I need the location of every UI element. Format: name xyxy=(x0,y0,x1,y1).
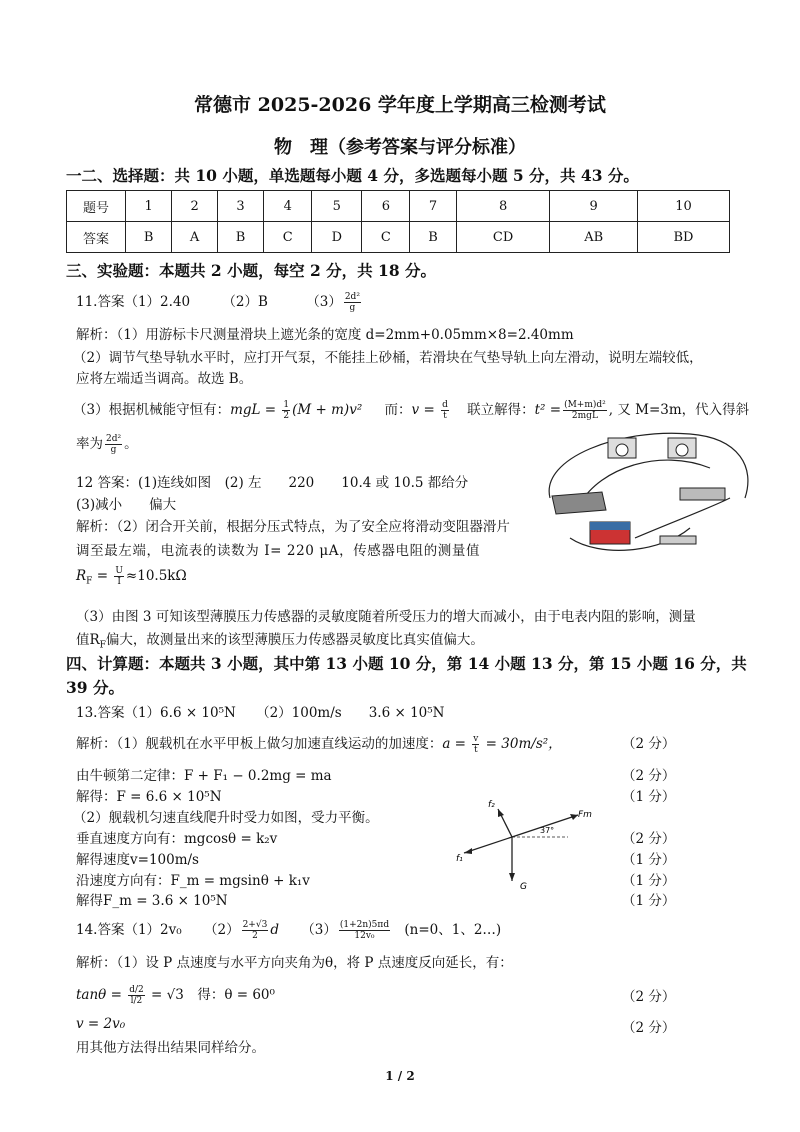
q12-analysis-2b: 调至最左端，电流表的读数为 I= 220 μA，传感器电阻的测量值 xyxy=(76,543,481,559)
fraction-denominator: t xyxy=(443,411,447,421)
table-cell: 8 xyxy=(456,191,550,222)
battery-top-icon xyxy=(590,522,630,530)
q13-score-1: （2 分） xyxy=(622,736,676,752)
arrowhead-icon xyxy=(464,848,472,854)
q13-answer: 13.答案（1）6.6 × 10⁵N （2）100m/s 3.6 × 10⁵N xyxy=(76,705,445,721)
fraction-denominator: g xyxy=(349,303,356,313)
arrowhead-icon xyxy=(509,873,515,881)
q11-rate-label: 率为 xyxy=(76,436,103,452)
fraction-denominator: 12v₀ xyxy=(354,931,375,941)
q12-analysis-3b-rest: 偏大，故测量出来的该型薄膜压力传感器灵敏度比真实值偏大。 xyxy=(105,632,484,648)
q12-analysis-3b-pre: 值R xyxy=(76,632,100,648)
pressure-sensor-icon xyxy=(552,492,606,514)
label-fm: Fm xyxy=(578,810,592,820)
q11-answer-2: （2）B xyxy=(222,294,268,310)
q11-eq1: mgL = xyxy=(230,402,281,418)
meter-dial-icon xyxy=(616,444,628,456)
q14-answer-2-d: d xyxy=(270,922,279,938)
q13-line8: 解得F_m = 3.6 × 10⁵N xyxy=(76,893,228,909)
table-row-label: 题号 xyxy=(67,191,126,222)
fraction-numerator: d xyxy=(442,400,448,410)
q14-answer-3-fraction xyxy=(339,920,390,941)
q13-line1-text: 解析：（1）舰载机在水平甲板上做匀加速直线运动的加速度： xyxy=(76,736,443,752)
q11-answer-3-fraction xyxy=(344,292,361,313)
q11-analysis-3a: （3）根据机械能守恒有： xyxy=(73,402,231,418)
q13-line4: （2）舰载机匀速直线爬升时受力如图，受力平衡。 xyxy=(73,810,379,826)
table-cell: CD xyxy=(456,222,550,253)
label-angle: 37° xyxy=(540,826,555,835)
table-cell: 10 xyxy=(637,191,729,222)
q13-score-6: （1 分） xyxy=(622,852,676,868)
page-number: 1 / 2 xyxy=(385,1069,415,1083)
q12-analysis-2a: 解析：（2）闭合开关前，根据分压式特点，为了安全应将滑动变阻器滑片 xyxy=(76,519,510,535)
q13-a-value: = 30m/s²， xyxy=(481,736,562,752)
q14-tan-fraction xyxy=(128,985,145,1006)
fraction-denominator: t xyxy=(474,745,478,755)
label-f1: f₁ xyxy=(456,854,463,864)
q11-analysis-2a: （2）调节气垫导轨水平时，应打开气泵，不能挂上砂桶，若滑块在气垫导轨上向左滑动，说明左端较低， xyxy=(73,350,703,366)
fraction-numerator: 1 xyxy=(283,400,290,410)
q11-t2: t² = xyxy=(534,402,562,418)
table-row xyxy=(67,222,730,253)
q13-line3: 解得：F = 6.6 × 10⁵N xyxy=(76,789,222,805)
q11-solve: 联立解得： xyxy=(467,402,535,418)
table-cell: 3 xyxy=(217,191,263,222)
q14-tan: tanθ = xyxy=(76,987,127,1003)
table-cell: 1 xyxy=(126,191,172,222)
table-cell: B xyxy=(126,222,172,253)
q13-line6: 解得速度v=100m/s xyxy=(76,852,199,868)
q11-half-fraction xyxy=(282,400,290,421)
q12-eq: = xyxy=(92,568,113,584)
force-diagram xyxy=(450,795,600,895)
table-row-label: 答案 xyxy=(67,222,126,253)
fraction-denominator: I xyxy=(117,577,121,587)
fraction-numerator: 2d² xyxy=(344,292,360,302)
table-cell: C xyxy=(264,222,312,253)
q14-answer-2-label: （2） xyxy=(203,922,240,938)
table-cell: B xyxy=(410,222,456,253)
q12-ui-fraction xyxy=(114,566,124,587)
exam-title: 常德市 2025-2026 学年度上学期高三检测考试 xyxy=(194,94,606,116)
q14-answer xyxy=(76,918,501,941)
q14-answer-3-tail: (n=0、1、2…) xyxy=(404,922,502,938)
arrowhead-icon xyxy=(498,809,504,817)
q14-line3: v = 2v₀ xyxy=(76,1016,126,1032)
label-f2: f₂ xyxy=(488,800,495,810)
fraction-numerator: 2d² xyxy=(106,434,122,444)
q14-answer-3-label: （3） xyxy=(301,922,337,938)
fraction-denominator: l/2 xyxy=(130,996,143,1006)
rheostat-icon xyxy=(680,488,725,500)
q11-analysis-2b: 应将左端适当调高。故选 B。 xyxy=(76,371,253,387)
q13-score-2: （2 分） xyxy=(622,768,676,784)
table-row xyxy=(67,191,730,222)
q13-line2: 由牛顿第二定律：F + F₁ − 0.2mg = ma xyxy=(76,768,332,784)
q13-score-7: （1 分） xyxy=(622,873,676,889)
q12-rf-value: ≈10.5kΩ xyxy=(125,568,187,584)
q13-line7: 沿速度方向有：F_m = mgsinθ + k₁v xyxy=(76,873,310,889)
fraction-numerator: d/2 xyxy=(129,985,144,995)
q12-analysis-2c xyxy=(76,566,187,587)
meter-dial-icon xyxy=(676,444,688,456)
table-cell: AB xyxy=(550,222,637,253)
q12-analysis-3a: （3）由图 3 可知该型薄膜压力传感器的灵敏度随着所受压力的增大而减小，由于电表内阻的影响，测量 xyxy=(76,609,696,625)
q13-score-5: （2 分） xyxy=(622,831,676,847)
fraction-numerator: 2+√3 xyxy=(242,920,268,930)
answer-table xyxy=(66,190,730,253)
q13-score-8: （1 分） xyxy=(622,893,676,909)
q14-tan-rest: = √3 得：θ = 60⁰ xyxy=(146,987,275,1003)
q13-a: a = xyxy=(442,736,471,752)
q14-line4: 用其他方法得出结果同样给分。 xyxy=(76,1040,265,1056)
q11-t2-fraction xyxy=(563,400,607,421)
q11-v: v = xyxy=(411,402,440,418)
q13-line1 xyxy=(76,732,562,755)
fraction-numerator: (M+m)d² xyxy=(564,400,606,410)
q13-vt-fraction xyxy=(472,734,479,755)
q14-line2 xyxy=(76,983,275,1006)
table-cell: 5 xyxy=(312,191,362,222)
fraction-denominator: 2 xyxy=(283,411,290,421)
q11-v-fraction xyxy=(441,400,449,421)
q11-tail: , 又 M=3m，代入得斜 xyxy=(608,402,750,418)
q11-answer-3-label: （3） xyxy=(306,294,342,310)
q12-rf-sub: F xyxy=(86,576,93,587)
q11-rate-end: 。 xyxy=(124,436,138,452)
q11-rate-fraction xyxy=(105,434,122,455)
q11-analysis-3 xyxy=(73,398,749,421)
circuit-figure xyxy=(540,428,755,560)
q11-analysis-1: 解析：（1）用游标卡尺测量滑块上遮光条的宽度 d=2mm+0.05mm×8=2.40mm xyxy=(76,327,574,343)
q12-analysis-3b xyxy=(76,628,484,651)
q11-while: 而： xyxy=(384,402,412,418)
q12-analysis-3b-sub: F xyxy=(99,640,106,651)
fraction-denominator: 2mgL xyxy=(571,411,598,421)
fraction-denominator: g xyxy=(110,445,117,455)
section4-heading-b: 39 分。 xyxy=(66,678,124,697)
switch-icon xyxy=(660,536,696,544)
table-cell: 2 xyxy=(172,191,218,222)
section1-heading: 一二、选择题：共 10 小题，单选题每小题 4 分，多选题每小题 5 分，共 43 分。 xyxy=(66,166,639,185)
q11-eq1b: (M + m)v² xyxy=(292,402,363,418)
q14-score-3: （2 分） xyxy=(622,1020,676,1036)
q13-line5: 垂直速度方向有：mgcosθ = k₂v xyxy=(76,831,278,847)
q14-answer-2-fraction xyxy=(242,920,269,941)
q12-rf: R xyxy=(76,568,87,584)
circuit-wire xyxy=(635,498,730,538)
q14-answer-1: 14.答案（1）2v₀ xyxy=(76,922,182,938)
table-cell: C xyxy=(362,222,410,253)
table-cell: A xyxy=(172,222,218,253)
q12-answer-2: (3)减小 偏大 xyxy=(76,497,177,513)
q12-answer-1: 12 答案：(1)连线如图 (2) 左 220 10.4 或 10.5 都给分 xyxy=(76,475,469,491)
q11-answer xyxy=(76,290,363,313)
table-cell: BD xyxy=(637,222,729,253)
q14-score-2: （2 分） xyxy=(622,989,676,1005)
section4-heading-a: 四、计算题：本题共 3 小题，其中第 13 小题 10 分，第 14 小题 13 分，第 15 小题 16 分，共 xyxy=(66,654,747,673)
table-cell: 7 xyxy=(410,191,456,222)
table-cell: B xyxy=(217,222,263,253)
fraction-denominator: 2 xyxy=(252,931,258,941)
fraction-numerator: (1+2n)5πd xyxy=(339,920,390,930)
table-cell: 6 xyxy=(362,191,410,222)
fraction-numerator: U xyxy=(115,566,123,576)
table-cell: D xyxy=(312,222,362,253)
label-g: G xyxy=(520,882,527,892)
q14-line1: 解析：（1）设 P 点速度与水平方向夹角为θ，将 P 点速度反向延长，有： xyxy=(76,955,513,971)
exam-subtitle: 物 理（参考答案与评分标准） xyxy=(274,137,526,158)
fraction-numerator: v xyxy=(473,734,479,744)
table-cell: 4 xyxy=(264,191,312,222)
q11-rate xyxy=(76,432,138,455)
q13-score-3: （1 分） xyxy=(622,789,676,805)
q11-answer-1: 11.答案（1）2.40 xyxy=(76,294,191,310)
section3-heading: 三、实验题：本题共 2 小题，每空 2 分，共 18 分。 xyxy=(66,261,437,280)
table-cell: 9 xyxy=(550,191,637,222)
